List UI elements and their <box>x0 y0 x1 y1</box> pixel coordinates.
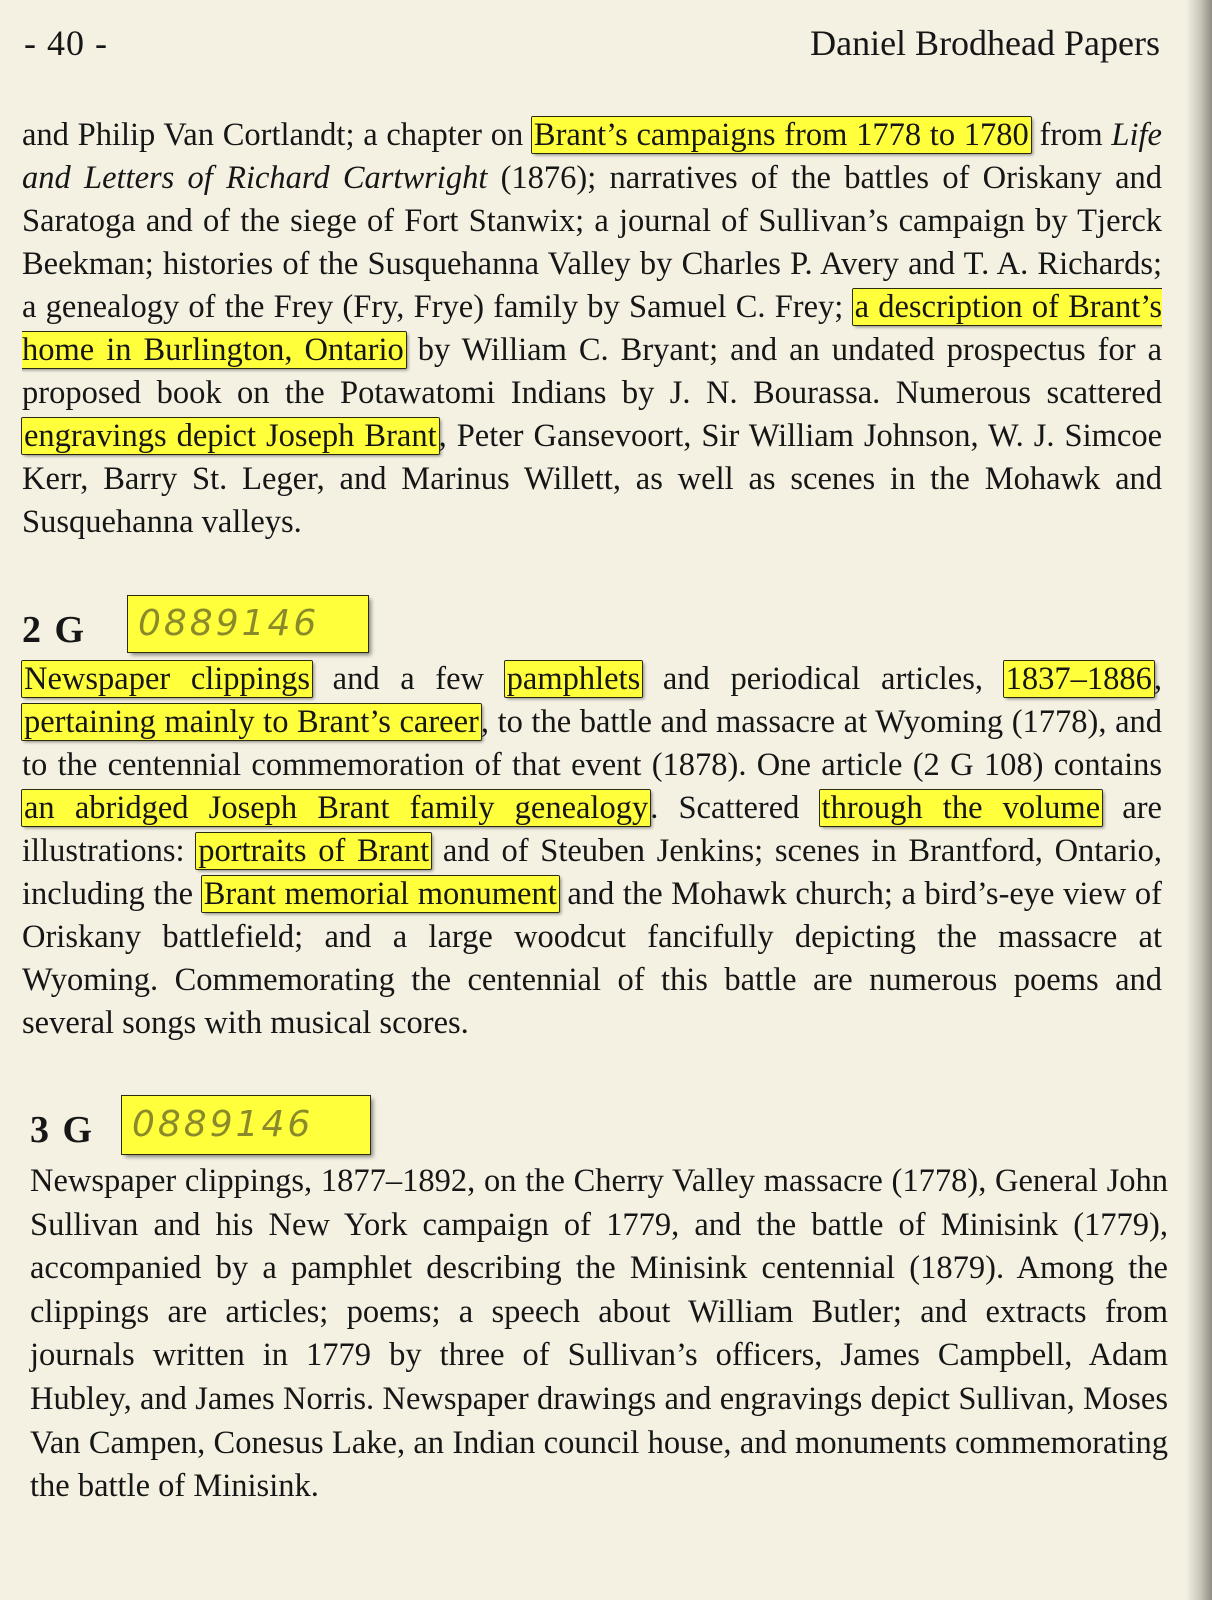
highlight: an abridged Joseph Brant family genealogy <box>24 790 649 826</box>
text-run: from <box>1030 117 1112 153</box>
highlight: through the volume <box>821 790 1101 826</box>
section-label-2g: 2 G <box>22 609 87 651</box>
page-header <box>24 22 1160 72</box>
highlight: engravings depict Joseph Brant <box>24 418 437 454</box>
highlight: pertaining mainly to Brant’s career <box>24 704 479 740</box>
highlight: Brant memorial monument <box>203 876 557 912</box>
text-run: and periodical articles, <box>642 661 1004 697</box>
text-run: , <box>1153 661 1162 697</box>
text-run: , to the battle and massacre at Wyoming (1778), and to the centennial commemoration of that event (1878). One article (2 G 108) contains <box>22 704 1162 783</box>
section-label-3g: 3 G <box>30 1109 95 1151</box>
page-binding-shadow <box>1186 0 1212 1600</box>
text-run: and the Mohawk church; a bird’s-eye view of Oriskany battlefield; and a large woodcut fancifully depicting the massacre at Wyoming. Commemorating the centennial of this battle are numerous poems and several songs with musical scores. <box>22 876 1162 1041</box>
text-run: and Philip Van Cortlandt; a chapter on <box>22 117 532 153</box>
highlight: pamphlets <box>506 661 641 697</box>
text-run: and of Steuben Jenkins; scenes in Brantford, Ontario, including the <box>22 833 1162 912</box>
paragraph-3g: Newspaper clippings, 1877–1892, on the Cherry Valley massacre (1778), General John Sullivan and his New York campaign of 1779, and the battle of Minisink (1779), accompanied by a pamphlet describing the Minisink centennial (1879). Among the clippings are articles; poems; a speech about William Butler; and extracts from journals written in 1779 by three of Sullivan’s officers, James Campbell, Adam Hubley, and James Norris. Newspaper drawings and engravings depict Sullivan, Moses Van Campen, Conesus Lake, an Indian council house, and monuments commemorating the battle of Minisink. <box>30 1163 1168 1505</box>
text-run: by William C. Bryant; and an undated prospectus for a proposed book on the Potawatomi Indians by J. N. Bourassa. Numerous scattered <box>22 332 1162 411</box>
book-title: Life and Letters of Richard Cartwright <box>22 117 1162 196</box>
text-run: and a few <box>312 661 505 697</box>
handwritten-reel-number: 0889146 <box>122 1096 370 1154</box>
highlight: portraits of Brant <box>198 833 430 869</box>
text-run: (1876); narratives of the battles of Oriskany and Saratoga and of the siege of Fort Stanwix; a journal of Sullivan’s campaign by Tjerck Beekman; histories of the Susquehanna Valley by Charles P. Avery and T. A. Richards; a genealogy of the Frey (Fry, Frye) family by Samuel C. Frey; <box>22 160 1162 325</box>
text-run: are illustrations: <box>22 790 1162 869</box>
text-run: , Peter Gansevoort, Sir William Johnson, W. J. Simcoe Kerr, Barry St. Leger, and Marinus Willett, as well as scenes in the Mohawk and Susquehanna valleys. <box>22 418 1162 540</box>
highlight: a description of Brant’s home in Burlington, Ontario <box>22 289 1163 368</box>
paragraph-1g-continued <box>22 114 1162 544</box>
highlight: Brant’s campaigns from 1778 to 1780 <box>533 117 1029 153</box>
page-number: - 40 - <box>24 23 108 63</box>
text-run: . Scattered <box>650 790 820 826</box>
paragraph-2g <box>22 658 1162 1045</box>
handwritten-reel-number: 0889146 <box>128 596 368 652</box>
running-title: Daniel Brodhead Papers <box>810 23 1160 63</box>
highlight: 1837–1886 <box>1005 661 1152 697</box>
highlight: Newspaper clippings <box>24 661 310 697</box>
